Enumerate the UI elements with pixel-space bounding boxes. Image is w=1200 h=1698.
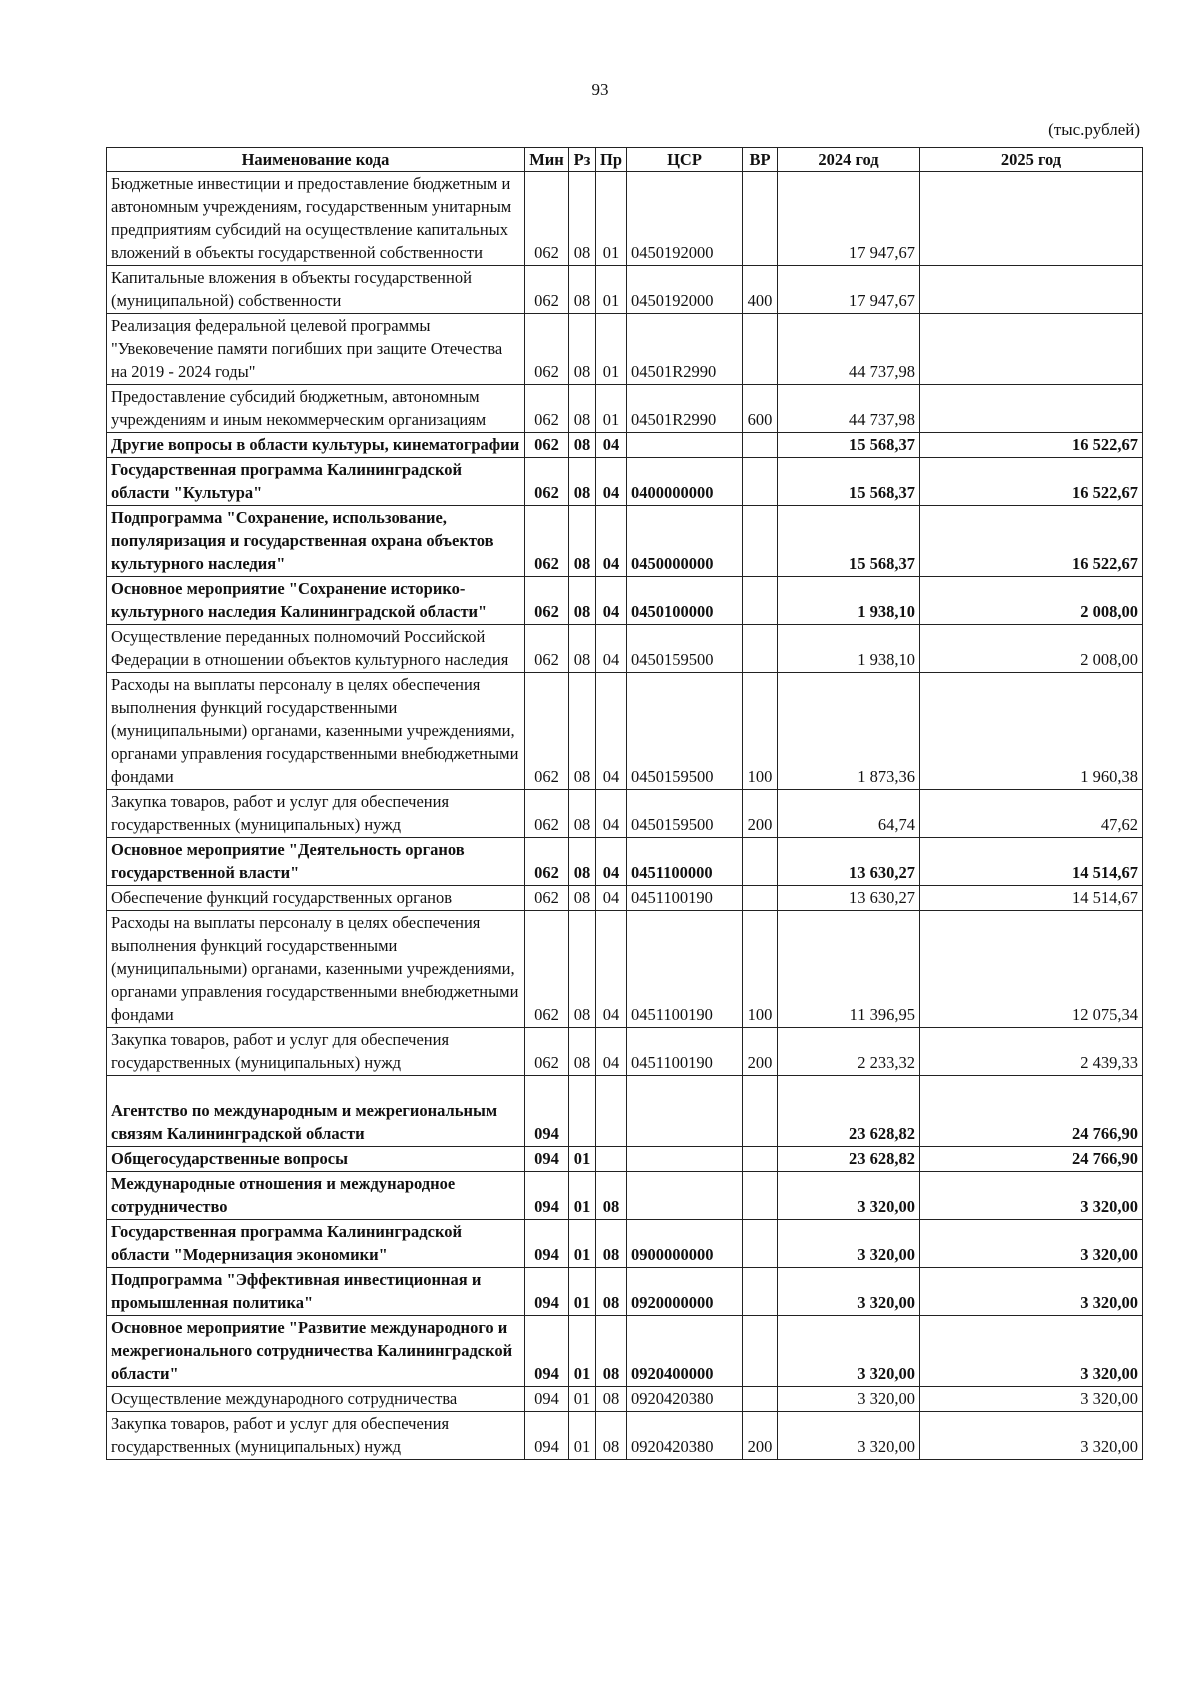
cell-pr: 08 [596,1387,627,1412]
cell-rz: 08 [569,577,596,625]
cell-2024: 44 737,98 [778,314,920,385]
cell-csr: 0451100190 [627,886,743,911]
cell-rz: 08 [569,838,596,886]
table-row [107,886,1143,911]
table-row [107,266,1143,314]
cell-2024: 3 320,00 [778,1268,920,1316]
page-number: 93 [591,80,609,99]
cell-min: 062 [525,577,569,625]
table-row [107,1172,1143,1220]
table-row [107,673,1143,790]
cell-2024: 3 320,00 [778,1412,920,1460]
cell-rz: 01 [569,1316,596,1387]
cell-rz: 08 [569,911,596,1028]
cell-rz: 08 [569,433,596,458]
table-row [107,172,1143,266]
cell-2025: 16 522,67 [920,506,1143,577]
cell-pr: 01 [596,172,627,266]
cell-min: 094 [525,1076,569,1147]
cell-name: Подпрограмма "Эффективная инвестиционная и промышленная политика" [107,1268,525,1316]
cell-pr: 01 [596,266,627,314]
table-row [107,506,1143,577]
cell-rz: 01 [569,1220,596,1268]
cell-2025: 3 320,00 [920,1220,1143,1268]
cell-name: Предоставление субсидий бюджетным, автономным учреждениям и иным некоммерческим организациям [107,385,525,433]
cell-vr [743,314,778,385]
cell-2024: 11 396,95 [778,911,920,1028]
cell-pr: 08 [596,1412,627,1460]
cell-2025: 14 514,67 [920,838,1143,886]
cell-name: Международные отношения и международное сотрудничество [107,1172,525,1220]
cell-min: 062 [525,266,569,314]
cell-min: 062 [525,433,569,458]
cell-2025: 12 075,34 [920,911,1143,1028]
cell-csr: 04501R2990 [627,385,743,433]
header-2025: 2025 год [920,148,1143,172]
budget-table [106,147,1143,1460]
cell-vr [743,577,778,625]
cell-vr [743,506,778,577]
cell-csr: 0451100000 [627,838,743,886]
table-row [107,625,1143,673]
cell-2025 [920,266,1143,314]
cell-name: Основное мероприятие "Деятельность органов государственной власти" [107,838,525,886]
cell-2024: 1 938,10 [778,625,920,673]
cell-2025: 24 766,90 [920,1147,1143,1172]
cell-vr [743,433,778,458]
header-2024: 2024 год [778,148,920,172]
cell-name: Расходы на выплаты персоналу в целях обеспечения выполнения функций государственными (муниципальными) органами, казенными учреждениями, органами управления государственными внебюджетными фондами [107,911,525,1028]
cell-vr: 100 [743,673,778,790]
table-row [107,1412,1143,1460]
cell-2024: 23 628,82 [778,1076,920,1147]
cell-2025: 3 320,00 [920,1316,1143,1387]
cell-min: 094 [525,1172,569,1220]
cell-csr [627,1147,743,1172]
table-row [107,1268,1143,1316]
cell-vr [743,625,778,673]
cell-2024: 15 568,37 [778,433,920,458]
cell-2025: 2 008,00 [920,625,1143,673]
cell-min: 094 [525,1220,569,1268]
cell-rz: 08 [569,458,596,506]
cell-min: 062 [525,838,569,886]
table-row [107,1316,1143,1387]
cell-vr [743,1220,778,1268]
cell-pr: 04 [596,838,627,886]
cell-2024: 15 568,37 [778,458,920,506]
cell-vr [743,1172,778,1220]
cell-name: Капитальные вложения в объекты государственной (муниципальной) собственности [107,266,525,314]
cell-vr [743,838,778,886]
header-min: Мин [525,148,569,172]
cell-pr: 04 [596,506,627,577]
cell-name: Основное мероприятие "Сохранение историко-культурного наследия Калининградской области" [107,577,525,625]
cell-pr: 04 [596,1028,627,1076]
cell-rz: 08 [569,314,596,385]
cell-name: Подпрограмма "Сохранение, использование, популяризация и государственная охрана объектов культурного наследия" [107,506,525,577]
cell-rz: 01 [569,1147,596,1172]
header-vr: ВР [743,148,778,172]
cell-vr: 200 [743,1412,778,1460]
cell-csr: 0450159500 [627,790,743,838]
cell-csr [627,1076,743,1147]
cell-name: Осуществление переданных полномочий Российской Федерации в отношении объектов культурного наследия [107,625,525,673]
cell-csr: 0920000000 [627,1268,743,1316]
cell-name: Основное мероприятие "Развитие международного и межрегионального сотрудничества Калининградской области" [107,1316,525,1387]
cell-csr: 0450100000 [627,577,743,625]
cell-2025: 3 320,00 [920,1412,1143,1460]
cell-2025: 16 522,67 [920,433,1143,458]
cell-min: 062 [525,385,569,433]
cell-2025: 47,62 [920,790,1143,838]
cell-2024: 44 737,98 [778,385,920,433]
cell-pr: 04 [596,673,627,790]
table-row [107,790,1143,838]
table-row [107,838,1143,886]
table-row [107,577,1143,625]
cell-name: Осуществление международного сотрудничества [107,1387,525,1412]
cell-vr [743,1387,778,1412]
cell-name: Закупка товаров, работ и услуг для обеспечения государственных (муниципальных) нужд [107,1028,525,1076]
cell-rz: 08 [569,385,596,433]
cell-2024: 2 233,32 [778,1028,920,1076]
cell-min: 062 [525,172,569,266]
cell-rz: 01 [569,1268,596,1316]
cell-pr: 01 [596,314,627,385]
cell-name: Закупка товаров, работ и услуг для обеспечения государственных (муниципальных) нужд [107,1412,525,1460]
header-rz: Рз [569,148,596,172]
cell-rz: 08 [569,673,596,790]
table-body [107,172,1143,1460]
cell-2025: 24 766,90 [920,1076,1143,1147]
cell-csr: 0451100190 [627,911,743,1028]
header-name: Наименование кода [107,148,525,172]
cell-2024: 64,74 [778,790,920,838]
cell-rz: 08 [569,266,596,314]
cell-rz: 08 [569,886,596,911]
cell-rz: 08 [569,790,596,838]
cell-rz: 01 [569,1387,596,1412]
units-note: (тыс.рублей) [1048,120,1140,139]
cell-pr [596,1076,627,1147]
cell-2024: 15 568,37 [778,506,920,577]
cell-name: Расходы на выплаты персоналу в целях обеспечения выполнения функций государственными (муниципальными) органами, казенными учреждениями, органами управления государственными внебюджетными фондами [107,673,525,790]
table-row [107,1028,1143,1076]
cell-name: Обеспечение функций государственных органов [107,886,525,911]
cell-min: 062 [525,1028,569,1076]
table-row [107,314,1143,385]
cell-csr: 0920420380 [627,1387,743,1412]
cell-name: Бюджетные инвестиции и предоставление бюджетным и автономным учреждениям, государственным унитарным предприятиям субсидий на осуществление капитальных вложений в объекты государственной собственности [107,172,525,266]
cell-2025 [920,314,1143,385]
cell-vr [743,886,778,911]
cell-min: 094 [525,1147,569,1172]
cell-2025: 3 320,00 [920,1387,1143,1412]
cell-csr: 0450192000 [627,266,743,314]
cell-vr: 400 [743,266,778,314]
cell-csr: 0920420380 [627,1412,743,1460]
cell-2024: 23 628,82 [778,1147,920,1172]
cell-min: 062 [525,790,569,838]
cell-pr: 04 [596,886,627,911]
cell-2025: 3 320,00 [920,1268,1143,1316]
cell-2025 [920,172,1143,266]
table-row [107,1147,1143,1172]
cell-pr: 04 [596,433,627,458]
cell-vr [743,1147,778,1172]
cell-rz: 08 [569,172,596,266]
cell-2025: 16 522,67 [920,458,1143,506]
cell-csr: 0920400000 [627,1316,743,1387]
cell-2025: 1 960,38 [920,673,1143,790]
cell-pr: 04 [596,577,627,625]
cell-vr: 600 [743,385,778,433]
cell-rz: 08 [569,506,596,577]
table-row [107,433,1143,458]
cell-rz: 08 [569,1028,596,1076]
cell-2024: 3 320,00 [778,1220,920,1268]
table-row [107,458,1143,506]
cell-pr: 08 [596,1220,627,1268]
table-row [107,1387,1143,1412]
cell-pr: 01 [596,385,627,433]
cell-2024: 3 320,00 [778,1387,920,1412]
cell-min: 094 [525,1316,569,1387]
cell-2025: 2 008,00 [920,577,1143,625]
table-header-row [107,148,1143,172]
header-csr: ЦСР [627,148,743,172]
cell-vr: 200 [743,1028,778,1076]
cell-2024: 1 873,36 [778,673,920,790]
cell-min: 062 [525,673,569,790]
cell-rz [569,1076,596,1147]
cell-min: 062 [525,625,569,673]
cell-2024: 3 320,00 [778,1172,920,1220]
cell-name: Реализация федеральной целевой программы "Увековечение памяти погибших при защите Отечества на 2019 - 2024 годы" [107,314,525,385]
table-row [107,911,1143,1028]
cell-csr: 0900000000 [627,1220,743,1268]
cell-rz: 01 [569,1172,596,1220]
cell-name: Другие вопросы в области культуры, кинематографии [107,433,525,458]
cell-2025: 3 320,00 [920,1172,1143,1220]
cell-min: 094 [525,1387,569,1412]
cell-2024: 13 630,27 [778,886,920,911]
cell-name: Государственная программа Калининградской области "Культура" [107,458,525,506]
cell-vr [743,1268,778,1316]
cell-2024: 17 947,67 [778,266,920,314]
cell-name: Общегосударственные вопросы [107,1147,525,1172]
cell-csr: 0450192000 [627,172,743,266]
cell-min: 062 [525,314,569,385]
cell-csr [627,433,743,458]
cell-csr [627,1172,743,1220]
cell-2025: 14 514,67 [920,886,1143,911]
cell-vr: 100 [743,911,778,1028]
cell-pr: 04 [596,625,627,673]
cell-vr: 200 [743,790,778,838]
table-row [107,1076,1143,1147]
table-row [107,385,1143,433]
cell-pr: 04 [596,790,627,838]
cell-name: Закупка товаров, работ и услуг для обеспечения государственных (муниципальных) нужд [107,790,525,838]
cell-min: 062 [525,458,569,506]
cell-vr [743,458,778,506]
cell-pr: 08 [596,1316,627,1387]
cell-2025 [920,385,1143,433]
cell-vr [743,172,778,266]
cell-csr: 0450159500 [627,673,743,790]
cell-min: 094 [525,1268,569,1316]
cell-pr: 04 [596,458,627,506]
cell-2024: 1 938,10 [778,577,920,625]
cell-min: 062 [525,911,569,1028]
cell-rz: 01 [569,1412,596,1460]
cell-min: 062 [525,886,569,911]
cell-name: Агентство по международным и межрегиональным связям Калининградской области [107,1076,525,1147]
cell-vr [743,1316,778,1387]
cell-pr: 04 [596,911,627,1028]
cell-min: 094 [525,1412,569,1460]
cell-name: Государственная программа Калининградской области "Модернизация экономики" [107,1220,525,1268]
cell-csr: 0450159500 [627,625,743,673]
cell-vr [743,1076,778,1147]
cell-2024: 3 320,00 [778,1316,920,1387]
cell-2024: 13 630,27 [778,838,920,886]
cell-csr: 04501R2990 [627,314,743,385]
cell-csr: 0450000000 [627,506,743,577]
cell-2025: 2 439,33 [920,1028,1143,1076]
cell-csr: 0451100190 [627,1028,743,1076]
cell-rz: 08 [569,625,596,673]
cell-2024: 17 947,67 [778,172,920,266]
cell-pr: 08 [596,1172,627,1220]
cell-pr [596,1147,627,1172]
cell-pr: 08 [596,1268,627,1316]
header-pr: Пр [596,148,627,172]
cell-min: 062 [525,506,569,577]
table-row [107,1220,1143,1268]
cell-csr: 0400000000 [627,458,743,506]
